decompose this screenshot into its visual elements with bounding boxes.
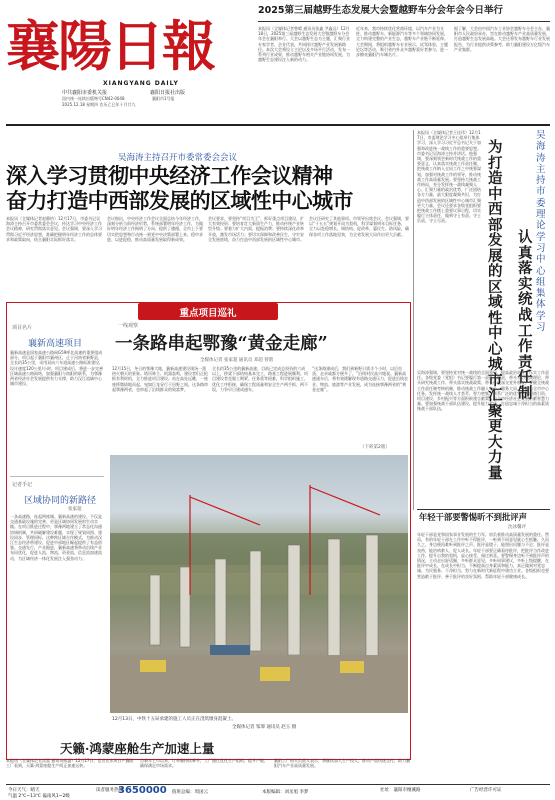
lead-headline-2[interactable]: 奋力打造中西部发展的区域性中心城市 [6, 188, 353, 213]
right-column-body-bottom: 吴海涛强调，要坚持党对统一战线的全面领导，提高政治站位，压实工作责任。各级党委（党组）书记要履行第一责任人职责，带头学习统战理论、带头研究统战工作、带头落实统战政策、带头广交深交党外朋友。要健全统战工作责任制考核机制，推动统战工作融入中心、服务大局。要聚焦全市中心任务，发挥统一战线人才荟萃、智力密集、联系广泛的优势，在招商引资、项目建设、乡村振兴等方面积极建言献策，为全市经济社会发展贡献智慧力量。要加强统战干部队伍建设，提升能力素质，打造忠诚干净担当的高素质统战干部队伍。 [417, 370, 549, 412]
footer-rule [6, 784, 550, 785]
footer-section-editors: 本版编辑：刘丞旭 李梦 [262, 790, 309, 795]
sidebar-body-1: 襄新高速是国家高速公路网G59呼北高速的重要组成部分，项目起于襄阳市襄州区，止于河南省新野县，全长约35公里，采用双向六车道高速公路标准建设，设计速度120公里/小时。项目建成后，将进一步完善区域高速公路网络，加强襄阳与南阳的联系，为鄂豫两省经济社会发展提供有力支撑，助力汉江流域中心城市建设。 [10, 350, 104, 387]
feature-body-3: “这条路建成后，我们到新野只需半个小时，以后拉货、走亲戚都方便多了。”沿线村民高兴地说。襄新高速通车后，将有效缓解现有道路交通压力，促进沿线农业、物流、旅游等产业发展，成为连接鄂豫两省的“黄金走廊”。 [312, 366, 408, 392]
feature-byline: 全媒体记者 张家超 通讯员 邓超 曾锴 [200, 358, 274, 363]
footer-temp: 气温 2℃~13℃ 偏南风1~2级 [8, 794, 70, 799]
footer-ad-license: 广告经营许可证 [470, 788, 502, 793]
right-column-headline-right[interactable]: 为打造中西部发展的区域性中心城市汇聚更大力量 [488, 139, 503, 482]
lead-body-3: 会议要求，要坚持“项目为王”，抓好重点项目建设，扩大有效投资；要培育壮大新质生产力，推动传统产业转型升级；要着力扩大内需，提振消费；要持续深化改革开放，激发市场活力；要切实保障和改善民生，守牢安全发展底线，奋力打造中西部发展的区域性中心城市。 [208, 216, 305, 242]
footer-weather: 今日天气：晴天 [8, 788, 40, 793]
feature-column-tag: 一线观察 [118, 323, 139, 329]
right-column-kicker: 吴海涛主持市委理论学习中心组集体学习 [536, 130, 546, 334]
sidebar-tag-2: 记者手记 [12, 482, 33, 488]
right-column-second-headline[interactable]: 年轻干部要警惕昕不到批评声 [419, 512, 527, 522]
feature-end-note: （下转第2版） [360, 445, 390, 450]
masthead-subtitle: 中共襄阳市委机关报 [62, 90, 108, 96]
lead-body-4: 会议还研究了其他事项。市领导出席会议。会议强调，要以“十五五”规划开局为契机，科学谋划明年目标任务，全力以赴稳增长、调结构、促改革、惠民生、防风险，确保各项工作落地见效，为全省发展大局作出更大贡献。 [309, 216, 409, 237]
sidebar-byline-2: 张家超 [68, 507, 82, 512]
construction-photo [110, 455, 408, 713]
sidebar-title-2[interactable]: 区域协同的新路径 [24, 496, 97, 506]
bottom-story-body-1: 本报讯（全媒体记者雷蕾 通讯员熊惠）12月17日，记者在东风日产襄阳工厂看到，天籁·鸿蒙座舱生产线正加速运转。 [6, 758, 134, 769]
masthead-cn-number: 国内统一连续出版物号CN42-0048 [62, 96, 125, 101]
bottom-story-body-2: 自新车上市以来，订单量持续攀升，工厂通过优化生产组织，提升产能，确保满足市场需求。 [140, 758, 268, 769]
top-banner-rule [258, 21, 550, 22]
masthead-date: 2025.12.18 星期四 农历乙巳年十月廿九 [62, 102, 136, 107]
sidebar-title-1[interactable]: 襄新高速项目 [28, 339, 83, 349]
feature-body-1: 12月15日，冬日的鄂豫大地，襄新高速建设现场一派热火朝天的景象。塔吊林立、机器轰鸣，建设者们正抢抓有利时机，全力推进项目建设。站在高处远眺，一座座桥墩拔地而起，宛如巨龙穿行于田野之间。这条路串起鄂豫两省，也串起了沿线群众的致富梦。 [112, 366, 208, 392]
right-column-divider [413, 130, 414, 510]
footer-hotline-label: 读者服务热线 [96, 788, 123, 793]
lead-kicker: 吴海涛主持召开市委常委会会议 [118, 153, 238, 163]
masthead-title: 襄陽日報 [6, 14, 214, 78]
footer-duty-editor: 值班总编：周国云 [172, 790, 208, 795]
masthead-separator [6, 124, 550, 126]
bottom-story-headline[interactable]: 天籁·鸿蒙座舱生产加速上量 [60, 742, 320, 756]
photo-credit: 全媒体记者 邹潭 通讯员 赵玉 摄 [232, 725, 297, 730]
top-banner-headline[interactable]: 2025第三届越野生态发展大会暨越野车分会年会今日举行 [258, 5, 503, 16]
right-column-second-rule [417, 509, 550, 510]
lead-body-1: 本报讯（全媒体记者赵静怡）12月17日，市委书记吴海涛主持召开市委常委会会议，传达学习中央经济工作会议精神，研究贯彻落实意见。会议强调，要深入学习贯彻习近平经济思想，准确把握明年经济工作的总体要求和政策取向，结合襄阳实际抓好落实。 [6, 216, 102, 242]
feature-body-2: 全长约35公里的襄新高速，目前已完成总投资的六成以上，桥梁下部结构基本完工，路基工程进展顺利。项目建设者克服工期紧、任务重等困难，科学组织施工，优化工序衔接，确保工程质量和安全生产两手抓、两不误，力争早日建成通车。 [212, 366, 308, 392]
masthead-publisher: 襄阳日报社出版 [150, 90, 186, 96]
lead-body-2: 会议指出，中央经济工作会议全面总结今年经济工作，深刻分析当前经济形势，系统部署明年经济工作，为做好明年经济工作指明了方向、提供了遵循。全市上下要切实把思想和行动统一到党中央决策部署上来，稳中求进、以进促稳，推动高质量发展取得新成效。 [107, 216, 203, 242]
top-banner-body-1: 本报讯（全媒体记者曾晴 通讯员张鑫 尹鑫远）12月18日，2025第三届越野生态发展大会暨越野车分会年会在襄阳举行。大会以越野生态为主题，汇聚行业专家学者、企业代表，共同探讨越野产业发展新路径。本次大会将设立主论坛及多场平行活动，发布一系列行业成果，推动越野车相关产业链协同发展，为越野生态建设注入新的动力。 [258, 26, 350, 63]
right-column-headline-left[interactable]: 认真落实统战工作责任制 [518, 229, 533, 402]
top-banner-body-2: 近年来，我市持续优化营商环境，以汽车产业为支柱，推动越野车、新能源汽车等多个领域协同发展，全力构建完整的产业生态，越野车产业链不断延伸。大会期间，将组织越野车专业展示、试驾体验、主题论坛等活动，吸引省内外众多越野爱好者参与，进一步擦亮襄阳汽车城名片。 [356, 26, 448, 58]
right-column-second-body: 年轻干部是党和国家事业发展的生力军，肩负着推动高质量发展的重任。然而，有的年轻干部在工作中听不得批评，一听到不同意见就心生抵触，久而久之，身边便再难听到批评之声。批评是镜子，能照出问题与不足；批评是良药，能治病救人、促人成长。年轻干部要正确看待批评，把批评当作改进工作、提升自我的契机，虚心接受、闻过则喜。要警惕身边听不到批评声的情况，主动走出舒适圈，多听群众意见，多听同事建议，多听上级提醒，在批评中成长，在成长中担当，不断提高自身素质和能力，真正做到对党忠诚、为民服务、干净担当，努力在新时代新征程中建功立业。各级组织也要营造敢于批评、善于批评的良好氛围，帮助年轻干部健康成长。 [417, 532, 549, 579]
right-column-second-byline: 沈冰馨评 [508, 525, 526, 530]
construction-photo-illustration [110, 455, 408, 713]
feature-headline[interactable]: 一条路串起鄂豫“黄金走廊” [115, 334, 328, 354]
footer-hotline-number[interactable]: 3650000 [118, 785, 167, 796]
sidebar-rule [10, 476, 104, 477]
footer-address: 社址：襄阳市檀溪路 [380, 788, 421, 793]
lead-headline-1[interactable]: 深入学习贯彻中央经济工作会议精神 [6, 163, 333, 188]
sidebar-tag-1: 项目名片 [12, 325, 33, 331]
bottom-story-body-3: 襄阳工厂相关负责人表示，将继续加大生产投入，推动产品快速交付，助力襄阳汽车产业高质量发展。 [274, 758, 410, 769]
photo-caption: 12月13日，中铁十五局承建的施工人员正在浇筑墩身混凝土。 [112, 717, 236, 722]
masthead-pinyin: XIANGYANG DAILY [103, 80, 179, 87]
masthead-code: 襄阳市1号报 [152, 96, 175, 101]
right-column-body-top: 本报讯（全媒体记者王佳玮）12月17日，市委理论学习中心组举行集体学习，深入学习习近平总书记关于加强和改进统一战线工作的重要思想。市委书记吴海涛主持并讲话。他强调，要深刻领会新时代统战工作的重要意义，认真落实统战工作责任制，把统战工作纳入全局工作之中统筹谋划，加强对统战工作的领导，推动统战工作高质量发展。要坚持大统战工作格局，充分发挥统一战线凝聚人心、汇聚力量的政治优势，广泛团结各方力量，最大限度凝聚共识，为打造中西部发展的区域性中心城市汇聚更大力量。会议还要求各级党组织要把统战工作摆上重要议事日程，切实履行主体责任，做到守土有责、守土负责、守土尽责。 [417, 130, 481, 224]
sidebar-body-2: 一条高速路，连起两座城。襄新高速的建设，不仅是交通基础设施的完善，更是区域协同发展的生动实践。在项目推进过程中，鄂豫两地建立了常态化沟通协调机制，共同破解建设难题，实现了规划同图、建设同步、管理同标。这种跨区域合作模式，为推动汉江生态经济带建设、促进中部地区崛起提供了有益借鉴。交通先行，产业跟进，襄新高速将带动沿线产业布局优化，促进人流、物流、资金流、信息流加速流动，为区域经济一体化发展注入强劲动力。 [10, 514, 102, 561]
top-banner-body-3: 据了解，大会由中国汽车工业协会越野车分会主办，襄阳市人民政府承办，旨在推动越野车产业高质量发展，打造越野生态发展高地。大会还将发布越野车行业发展报告，为行业提供决策参考，助力襄阳建设万亿级汽车产业集群。 [454, 26, 550, 52]
feature-section-label-text: 重点项目巡礼 [179, 308, 237, 319]
